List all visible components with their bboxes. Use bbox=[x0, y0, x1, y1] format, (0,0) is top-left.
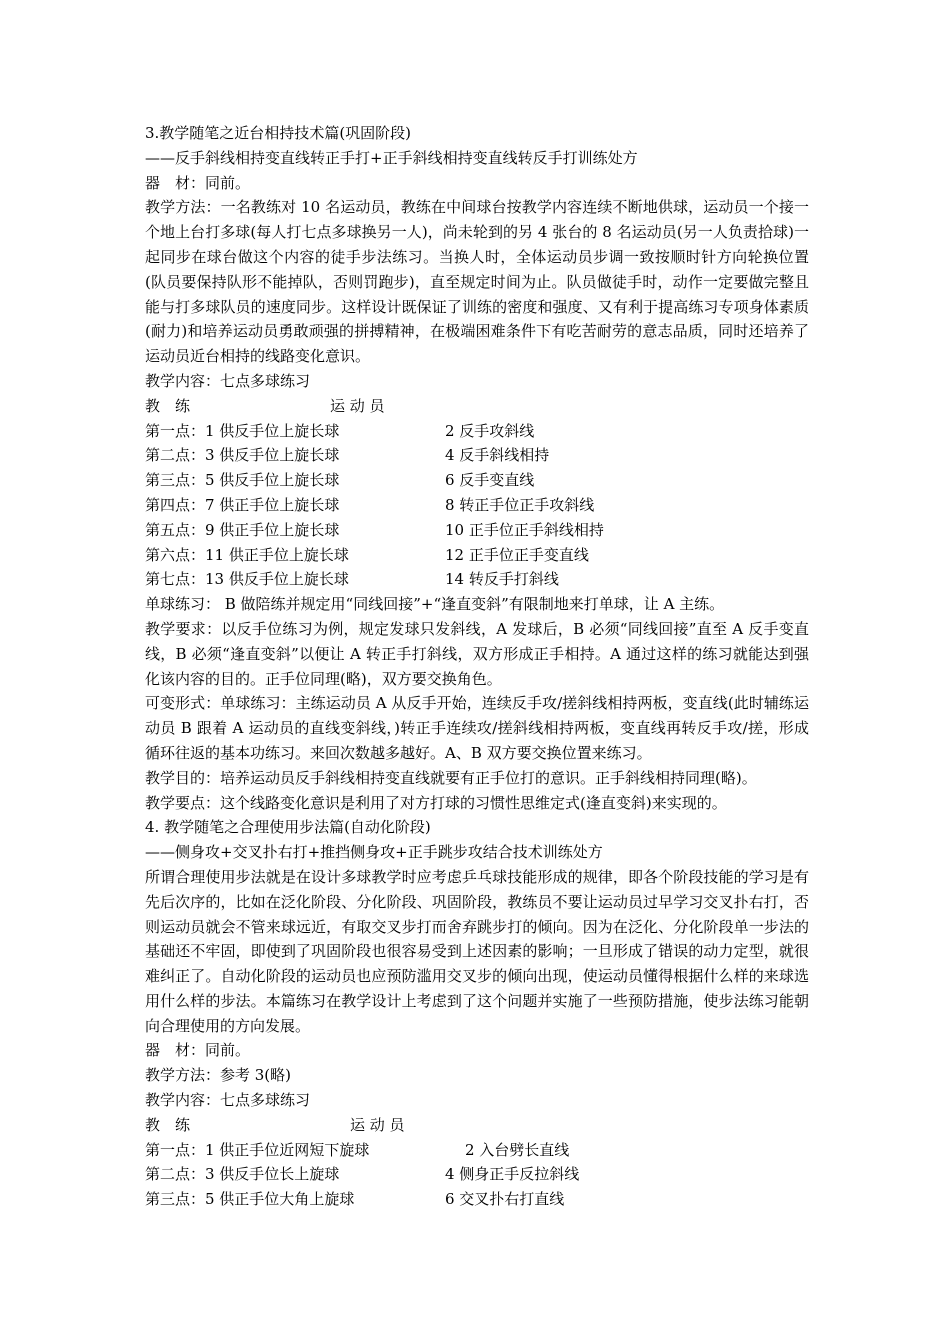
drill-coach: 第二点：3 供反手位上旋长球 bbox=[145, 446, 340, 465]
drill-coach: 第六点：11 供正手位上旋长球 bbox=[145, 545, 349, 564]
drill-header-athlete: 运 动 员 bbox=[330, 396, 385, 415]
drill-coach: 第一点：1 供正手位近网短下旋球 bbox=[145, 1140, 370, 1159]
drill-coach: 第二点：3 供反手位长上旋球 bbox=[145, 1165, 340, 1184]
section2-title: 4. 教学随笔之合理使用步法篇(自动化阶段) bbox=[145, 818, 431, 837]
drill-row bbox=[145, 543, 809, 568]
section1-variant: 可变形式：单球练习：主练运动员 A 从反手开始，连续反手攻/搓斜线相持两板，变直线(此时辅练运动员 B 跟着 A 运动员的直线变斜线，)转正手连续攻/搓斜线相持两板，变直线再转反手攻/搓，形成循环往返的基本功练习。来回次数越多越好。A、B 双方要交换位置来练习。 bbox=[145, 694, 809, 762]
drill-header-athlete: 运 动 员 bbox=[350, 1115, 405, 1134]
drill-row bbox=[145, 567, 809, 592]
section2-drill-header bbox=[145, 1113, 809, 1138]
section1-single-practice: 单球练习： B 做陪练并规定用“同线回接”+“逢直变斜”有限制地来打单球，让 A 主练。 bbox=[145, 595, 725, 614]
section2-equipment: 器 材：同前。 bbox=[145, 1041, 251, 1060]
drill-athlete: 2 入台劈长直线 bbox=[465, 1140, 570, 1159]
drill-athlete: 8 转正手位正手攻斜线 bbox=[445, 495, 595, 514]
section2-method: 教学方法：参考 3(略) bbox=[145, 1066, 292, 1085]
drill-row bbox=[145, 493, 809, 518]
drill-row bbox=[145, 518, 809, 543]
document-page bbox=[145, 121, 809, 1212]
drill-header-coach: 教 练 bbox=[145, 1115, 191, 1134]
section2-content: 教学内容：七点多球练习 bbox=[145, 1091, 311, 1110]
drill-athlete: 14 转反手打斜线 bbox=[445, 570, 559, 589]
drill-row bbox=[145, 1138, 809, 1163]
drill-coach: 第七点：13 供反手位上旋长球 bbox=[145, 570, 349, 589]
section1-keypoint: 教学要点：这个线路变化意识是利用了对方打球的习惯性思维定式(逢直变斜)来实现的。 bbox=[145, 793, 727, 812]
section2-intro: 所谓合理使用步法就是在设计多球教学时应考虑乒乓球技能形成的规律，即各个阶段技能的学习是有先后次序的，比如在泛化阶段、分化阶段、巩固阶段，教练员不要让运动员过早学习交叉扑右打，否则运动员就会不管来球远近，有取交叉步打而舍弃跳步打的倾向。因为在泛化、分化阶段单一步法的基础还不牢固，即使到了巩固阶段也很容易受到上述因素的影响；一旦形成了错误的动力定型，就很难纠正了。自动化阶段的运动员也应预防滥用交叉步的倾向出现，使运动员懂得根据什么样的来球选用什么样的步法。本篇练习在教学设计上考虑到了这个问题并实施了一些预防措施，使步法练习能朝向合理使用的方向发展。 bbox=[145, 867, 809, 1035]
drill-coach: 第五点：9 供正手位上旋长球 bbox=[145, 520, 340, 539]
section1-subtitle: ——反手斜线相持变直线转正手打+正手斜线相持变直线转反手打训练处方 bbox=[145, 148, 638, 167]
section1-equipment: 器 材：同前。 bbox=[145, 173, 251, 192]
section1-drill-list bbox=[145, 419, 809, 593]
drill-row bbox=[145, 419, 809, 444]
drill-athlete: 6 反手变直线 bbox=[445, 471, 535, 490]
drill-coach: 第三点：5 供反手位上旋长球 bbox=[145, 471, 340, 490]
section1-drill-header bbox=[145, 394, 809, 419]
drill-header-coach: 教 练 bbox=[145, 396, 191, 415]
drill-athlete: 10 正手位正手斜线相持 bbox=[445, 520, 604, 539]
drill-row bbox=[145, 1162, 809, 1187]
drill-row bbox=[145, 468, 809, 493]
drill-athlete: 6 交叉扑右打直线 bbox=[445, 1190, 565, 1209]
drill-row bbox=[145, 1187, 809, 1212]
section1-method: 教学方法：一名教练对 10 名运动员，教练在中间球台按教学内容连续不断地供球，运动员一个接一个地上台打多球(每人打七点多球换另一人)，尚未轮到的另 4 张台的 8 名运动员(另一人负责拾球)一起同步在球台做这个内容的徒手步法练习。当换人时，全体运动员步调一致按顺时针方向轮换位置(队员要保持队形不能掉队，否则罚跑步)，直至规定时间为止。队员做徒手时，动作一定要做完整且能与打多球队员的速度同步。这样设计既保证了训练的密度和强度、又有利于提高练习专项身体素质(耐力)和培养运动员勇敢顽强的拼搏精神，在极端困难条件下有吃苦耐劳的意志品质，同时还培养了运动员近台相持的线路变化意识。 bbox=[145, 198, 809, 366]
drill-coach: 第四点：7 供正手位上旋长球 bbox=[145, 495, 340, 514]
drill-athlete: 4 反手斜线相持 bbox=[445, 446, 550, 465]
drill-athlete: 2 反手攻斜线 bbox=[445, 421, 535, 440]
section1-title: 3.教学随笔之近台相持技术篇(巩固阶段) bbox=[145, 124, 412, 142]
drill-row bbox=[145, 443, 809, 468]
section1-purpose: 教学目的：培养运动员反手斜线相持变直线就要有正手位打的意识。正手斜线相持同理(略)。 bbox=[145, 768, 757, 787]
drill-coach: 第一点：1 供反手位上旋长球 bbox=[145, 421, 340, 440]
section2-subtitle: ——侧身攻+交叉扑右打+推挡侧身攻+正手跳步攻结合技术训练处方 bbox=[145, 843, 603, 862]
section1-requirement: 教学要求：以反手位练习为例，规定发球只发斜线，A 发球后，B 必须“同线回接”直至 A 反手变直线，B 必须“逢直变斜”以便让 A 转正手打斜线，双方形成正手相持。A 通过这样的练习就能达到强化该内容的目的。正手位同理(略)，双方要交换角色。 bbox=[145, 619, 809, 688]
drill-athlete: 4 侧身正手反拉斜线 bbox=[445, 1165, 580, 1184]
drill-athlete: 12 正手位正手变直线 bbox=[445, 545, 589, 564]
drill-coach: 第三点：5 供正手位大角上旋球 bbox=[145, 1190, 355, 1209]
section1-content: 教学内容：七点多球练习 bbox=[145, 371, 311, 390]
